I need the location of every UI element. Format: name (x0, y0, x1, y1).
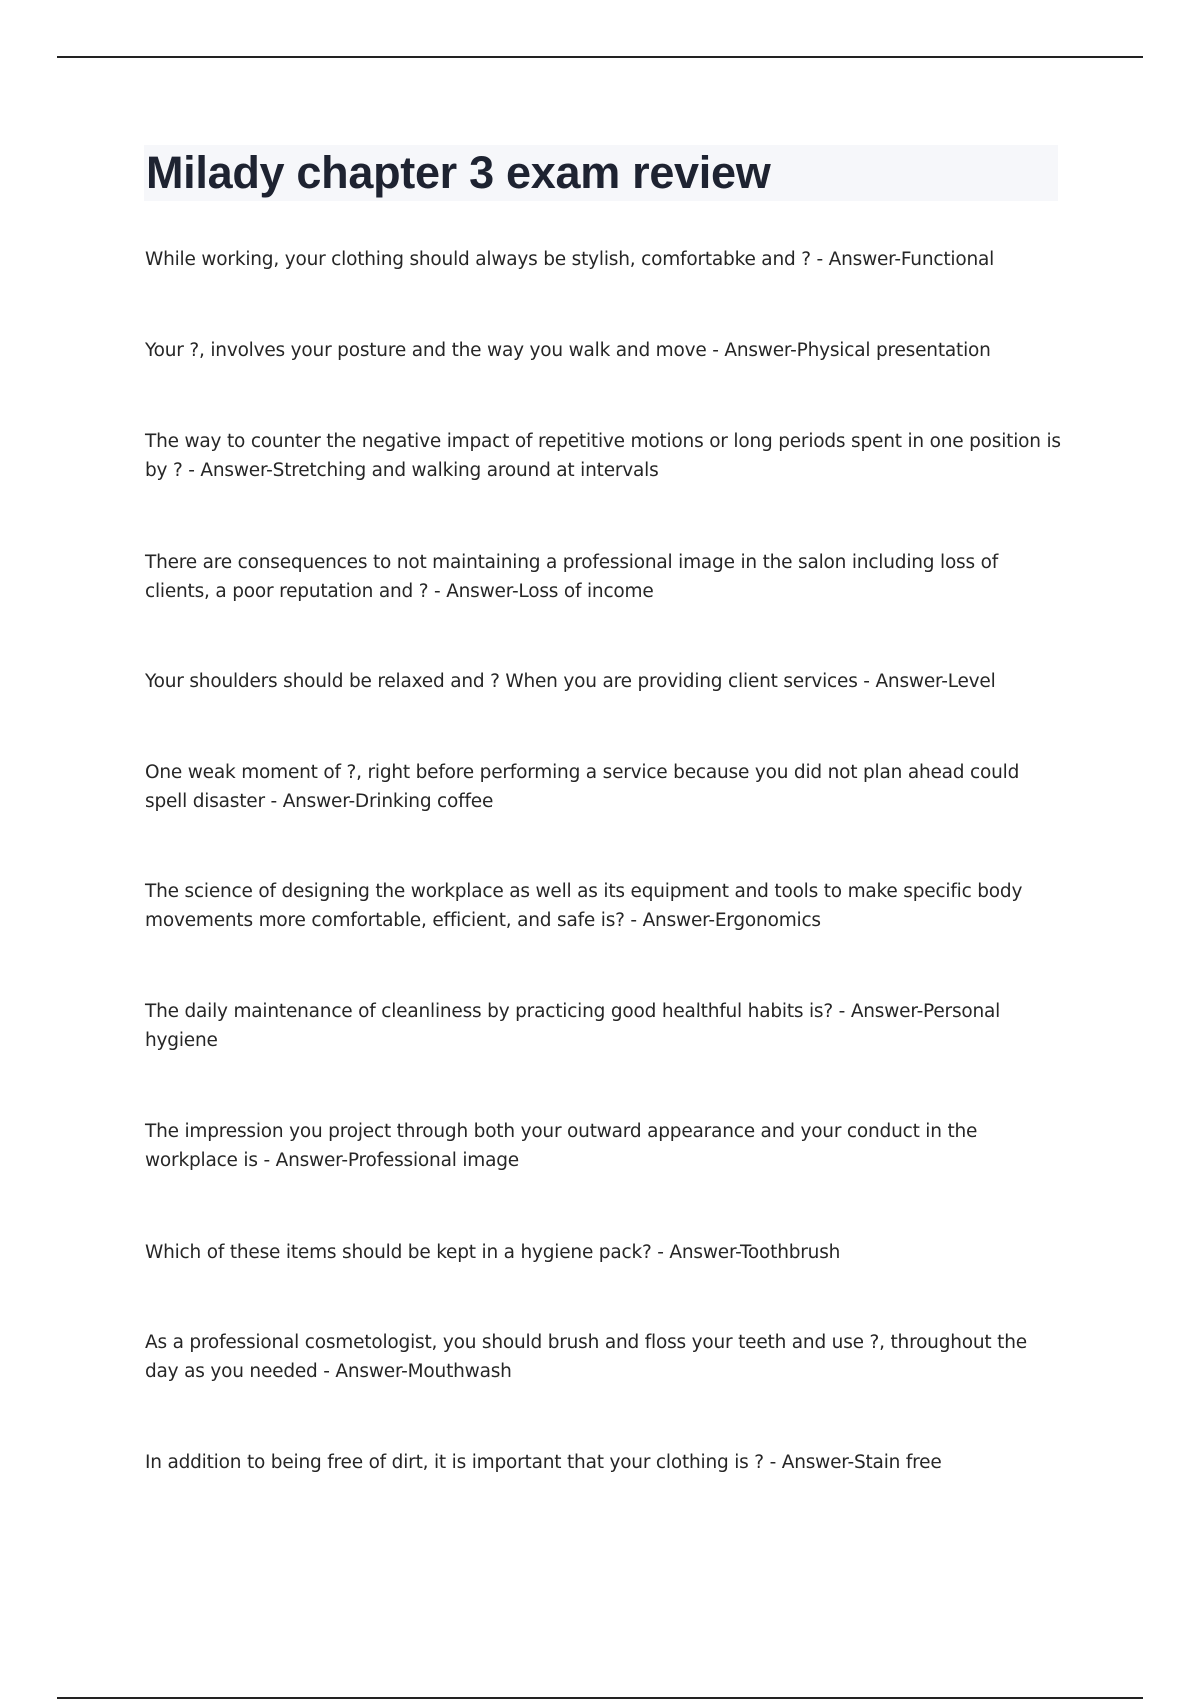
qa-item-11: As a professional cosmetologist, you should brush and floss your teeth and use ?, throughout the day as you needed - Answer-Mouthwash (145, 1332, 1027, 1382)
qa-item-12: In addition to being free of dirt, it is important that your clothing is ? - Answer-Stain free (145, 1452, 942, 1473)
qa-item-6: One weak moment of ?, right before performing a service because you did not plan ahead could spell disaster - Answer-Drinking coffee (145, 762, 1020, 812)
qa-item-9: The impression you project through both your outward appearance and your conduct in the workplace is - Answer-Professional image (145, 1121, 978, 1171)
qa-item-7: The science of designing the workplace as well as its equipment and tools to make specific body movements more comfortable, efficient, and safe is? - Answer-Ergonomics (145, 881, 1023, 931)
bottom-divider (57, 1697, 1143, 1699)
qa-item-1: While working, your clothing should always be stylish, comfortabke and ? - Answer-Functional (145, 249, 995, 270)
qa-item-5: Your shoulders should be relaxed and ? When you are providing client services - Answer-Level (145, 671, 996, 692)
qa-item-4: There are consequences to not maintaining a professional image in the salon including loss of clients, a poor reputation and ? - Answer-Loss of income (145, 552, 999, 602)
top-divider (57, 56, 1143, 58)
qa-item-2: Your ?, involves your posture and the way you walk and move - Answer-Physical presentation (145, 340, 991, 361)
qa-item-8: The daily maintenance of cleanliness by practicing good healthful habits is? - Answer-Personal hygiene (145, 1001, 1001, 1051)
page-title: Milady chapter 3 exam review (146, 147, 771, 198)
qa-item-10: Which of these items should be kept in a hygiene pack? - Answer-Toothbrush (145, 1242, 841, 1263)
qa-item-3: The way to counter the negative impact of repetitive motions or long periods spent in one position is by ? - Answer-Stretching and walking around at intervals (145, 431, 1061, 481)
